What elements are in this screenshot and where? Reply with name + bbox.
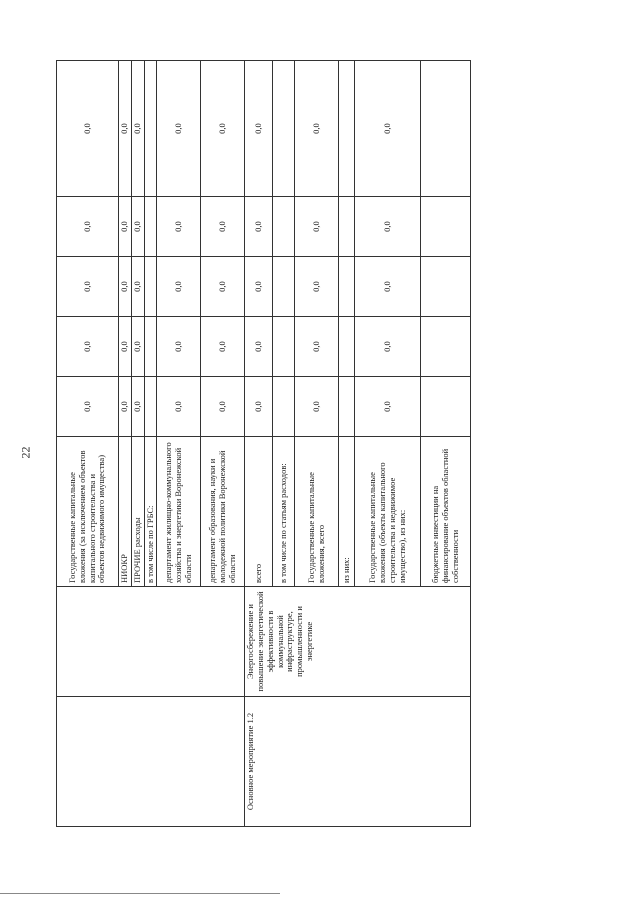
value-cell: 0,0: [245, 257, 273, 317]
value-cell: 0,0: [201, 317, 245, 377]
value-cell: 0,0: [57, 197, 119, 257]
value-cell: 0,0: [295, 197, 339, 257]
value-cell: 0,0: [245, 61, 273, 197]
expense-label-cell: Государственные капитальные вложения (объекты капитального строительства и недвижимое имущество), из них:: [355, 437, 421, 587]
value-cell: 0,0: [119, 257, 132, 317]
value-cell: [273, 197, 295, 257]
value-cell: 0,0: [245, 317, 273, 377]
value-cell: [339, 257, 355, 317]
value-cell: [339, 317, 355, 377]
budget-table: [56, 60, 471, 827]
value-cell: [339, 377, 355, 437]
value-cell: 0,0: [157, 257, 201, 317]
expense-label-cell: всего: [245, 437, 273, 587]
expense-label-cell: НИОКР: [119, 437, 132, 587]
value-cell: 0,0: [157, 61, 201, 197]
value-cell: 0,0: [119, 197, 132, 257]
activity-code-cell: [57, 697, 245, 827]
value-cell: 0,0: [157, 377, 201, 437]
page-number: 22: [18, 446, 33, 459]
value-cell: 0,0: [57, 257, 119, 317]
table-body: [57, 61, 471, 827]
value-cell: 0,0: [157, 197, 201, 257]
value-cell: 0,0: [295, 257, 339, 317]
value-cell: 0,0: [131, 317, 144, 377]
value-cell: 0,0: [295, 377, 339, 437]
value-cell: [421, 61, 471, 197]
table-row: [57, 61, 119, 827]
expense-label-cell: в том числе по ГРБС:: [144, 437, 157, 587]
value-cell: [339, 61, 355, 197]
value-cell: 0,0: [355, 61, 421, 197]
value-cell: 0,0: [245, 197, 273, 257]
rotated-table: [56, 61, 576, 827]
value-cell: 0,0: [57, 377, 119, 437]
expense-label-cell: департамент образования, науки и молодежной политики Воронежской области: [201, 437, 245, 587]
expense-label-cell: Государственные капитальные вложения, всего: [295, 437, 339, 587]
value-cell: 0,0: [201, 257, 245, 317]
footer-rule: [0, 893, 280, 894]
value-cell: 0,0: [295, 317, 339, 377]
value-cell: 0,0: [201, 197, 245, 257]
value-cell: [273, 257, 295, 317]
value-cell: 0,0: [119, 61, 132, 197]
value-cell: 0,0: [131, 257, 144, 317]
activity-name-cell: Энергосбережение и повышение энергетической эффективности в коммунальной инфраструктуре, промышленности и энергетике: [245, 587, 471, 697]
activity-code-cell: Основное мероприятие 1.2: [245, 697, 471, 827]
activity-name-cell: [57, 587, 245, 697]
value-cell: 0,0: [119, 317, 132, 377]
value-cell: 0,0: [57, 317, 119, 377]
value-cell: 0,0: [201, 377, 245, 437]
value-cell: [421, 257, 471, 317]
value-cell: 0,0: [119, 377, 132, 437]
expense-label-cell: в том числе по статьям расходов:: [273, 437, 295, 587]
value-cell: [339, 197, 355, 257]
value-cell: [421, 317, 471, 377]
value-cell: [421, 197, 471, 257]
expense-label-cell: департамент жилищно-коммунального хозяйства и энергетики Воронежской области: [157, 437, 201, 587]
value-cell: 0,0: [157, 317, 201, 377]
expense-label-cell: ПРОЧИЕ расходы: [131, 437, 144, 587]
value-cell: 0,0: [355, 257, 421, 317]
value-cell: 0,0: [201, 61, 245, 197]
value-cell: [273, 61, 295, 197]
value-cell: 0,0: [57, 61, 119, 197]
value-cell: [144, 197, 157, 257]
value-cell: [144, 317, 157, 377]
value-cell: 0,0: [245, 377, 273, 437]
value-cell: 0,0: [355, 377, 421, 437]
table-row: [245, 61, 273, 827]
value-cell: [144, 61, 157, 197]
value-cell: [144, 257, 157, 317]
value-cell: [421, 377, 471, 437]
expense-label-cell: из них:: [339, 437, 355, 587]
value-cell: 0,0: [131, 61, 144, 197]
value-cell: [144, 377, 157, 437]
rotated-table-stage: [56, 61, 576, 827]
expense-label-cell: бюджетные инвестиции на финансирование объектов областной собственности: [421, 437, 471, 587]
value-cell: 0,0: [131, 377, 144, 437]
value-cell: 0,0: [355, 317, 421, 377]
value-cell: 0,0: [131, 197, 144, 257]
expense-label-cell: Государственные капитальные вложения (за исключением объектов капитального строительства и объектов недвижимого имущества): [57, 437, 119, 587]
value-cell: 0,0: [355, 197, 421, 257]
value-cell: [273, 317, 295, 377]
value-cell: [273, 377, 295, 437]
value-cell: 0,0: [295, 61, 339, 197]
